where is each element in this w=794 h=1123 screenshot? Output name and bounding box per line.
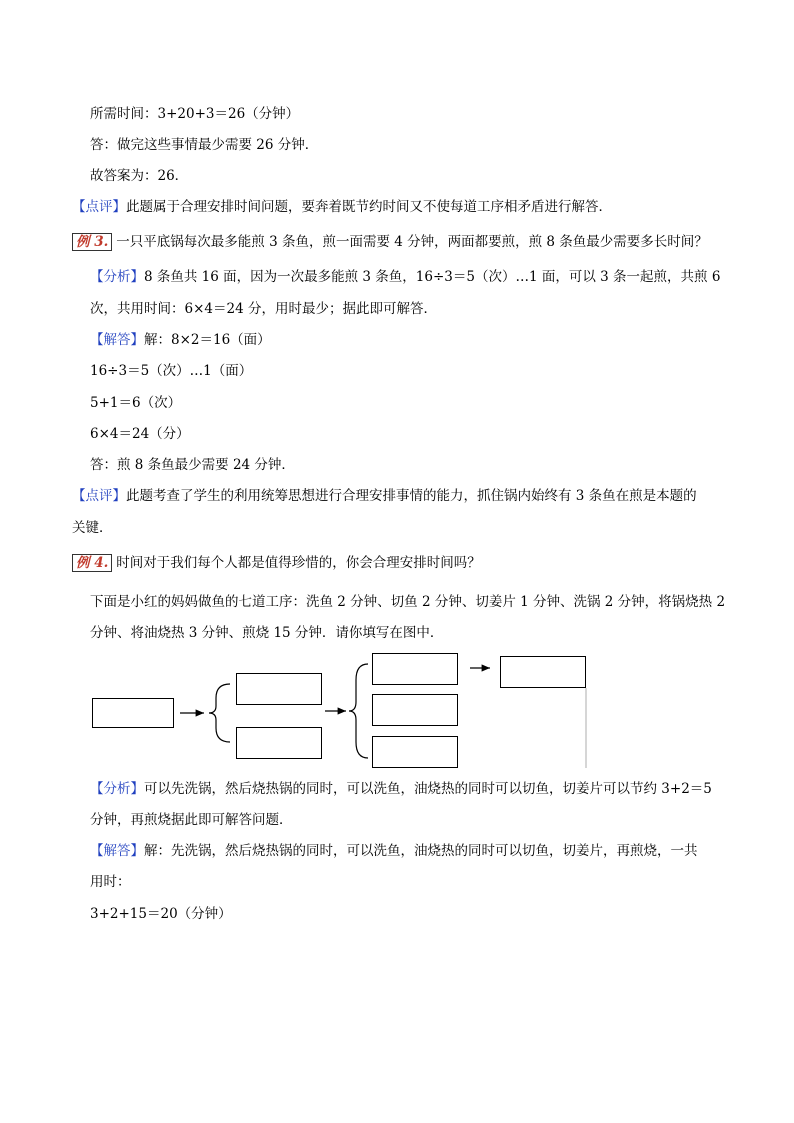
brace-left <box>209 684 230 742</box>
comment-text: 此题属于合理安排时间问题，要奔着既节约时间又不使每道工序相矛盾进行解答． <box>126 199 612 215</box>
analysis-tag: 【分析】 <box>90 781 144 797</box>
comment-text: 此题考查了学生的利用统筹思想进行合理安排事情的能力，抓住锅内始终有 3 条鱼在煎是本题的 <box>126 488 697 504</box>
text-line: 次，共用时间：6×4＝24 分，用时最少；据此即可解答． <box>90 301 437 317</box>
text-line: 6×4＝24（分） <box>90 426 190 442</box>
question-text: 时间对于我们每个人都是值得珍惜的，你会合理安排时间吗？ <box>116 555 481 571</box>
analysis-text: 8 条鱼共 16 面，因为一次最多能煎 3 条鱼，16÷3＝5（次）…1 面，可以 3 条一起煎，共煎 6 <box>144 269 721 285</box>
text-line: 3+2+15＝20（分钟） <box>90 906 232 922</box>
text-line: 用时： <box>90 874 131 890</box>
solution-tag: 【解答】 <box>90 332 144 348</box>
comment-tag: 【点评】 <box>72 488 126 504</box>
text-line: 16÷3＝5（次）…1（面） <box>90 363 253 379</box>
text-line: 分钟，再煎烧据此即可解答问题． <box>90 812 293 828</box>
text-line: 关键． <box>72 520 113 536</box>
text-line: 下面是小红的妈妈做鱼的七道工序：洗鱼 2 分钟、切鱼 2 分钟、切姜片 1 分钟、洗锅 2 分钟，将锅烧热 2 <box>90 594 726 610</box>
example-label: 例 3. <box>72 233 112 251</box>
text-line: 答：做完这些事情最少需要 26 分钟． <box>90 137 319 153</box>
question-text: 一只平底锅每次最多能煎 3 条鱼，煎一面需要 4 分钟，两面都要煎，煎 8 条鱼最少需要多长时间？ <box>116 234 708 250</box>
text-line: 所需时间：3+20+3＝26（分钟） <box>90 106 300 122</box>
text-line: 故答案为：26． <box>90 168 189 184</box>
text-line: 分钟、将油烧热 3 分钟、煎烧 15 分钟．请你填写在图中． <box>90 625 444 641</box>
analysis-line <box>90 780 712 798</box>
solution-text: 解：先洗锅，然后烧热锅的同时，可以洗鱼，油烧热的同时可以切鱼，切姜片，再煎烧，一共 <box>144 843 698 859</box>
text-line: 答：煎 8 条鱼最少需要 24 分钟． <box>90 457 295 473</box>
solution-text: 解：8×2＝16（面） <box>144 332 271 348</box>
comment-tag: 【点评】 <box>72 199 126 215</box>
analysis-text: 可以先洗锅，然后烧热锅的同时，可以洗鱼，油烧热的同时可以切鱼，切姜片可以节约 3+2＝5 <box>144 781 712 797</box>
solution-line <box>90 842 698 860</box>
text-line: 5+1＝6（次） <box>90 395 182 411</box>
analysis-tag: 【分析】 <box>90 269 144 285</box>
example-label: 例 4. <box>72 554 112 572</box>
solution-tag: 【解答】 <box>90 843 144 859</box>
brace-right <box>349 664 368 758</box>
